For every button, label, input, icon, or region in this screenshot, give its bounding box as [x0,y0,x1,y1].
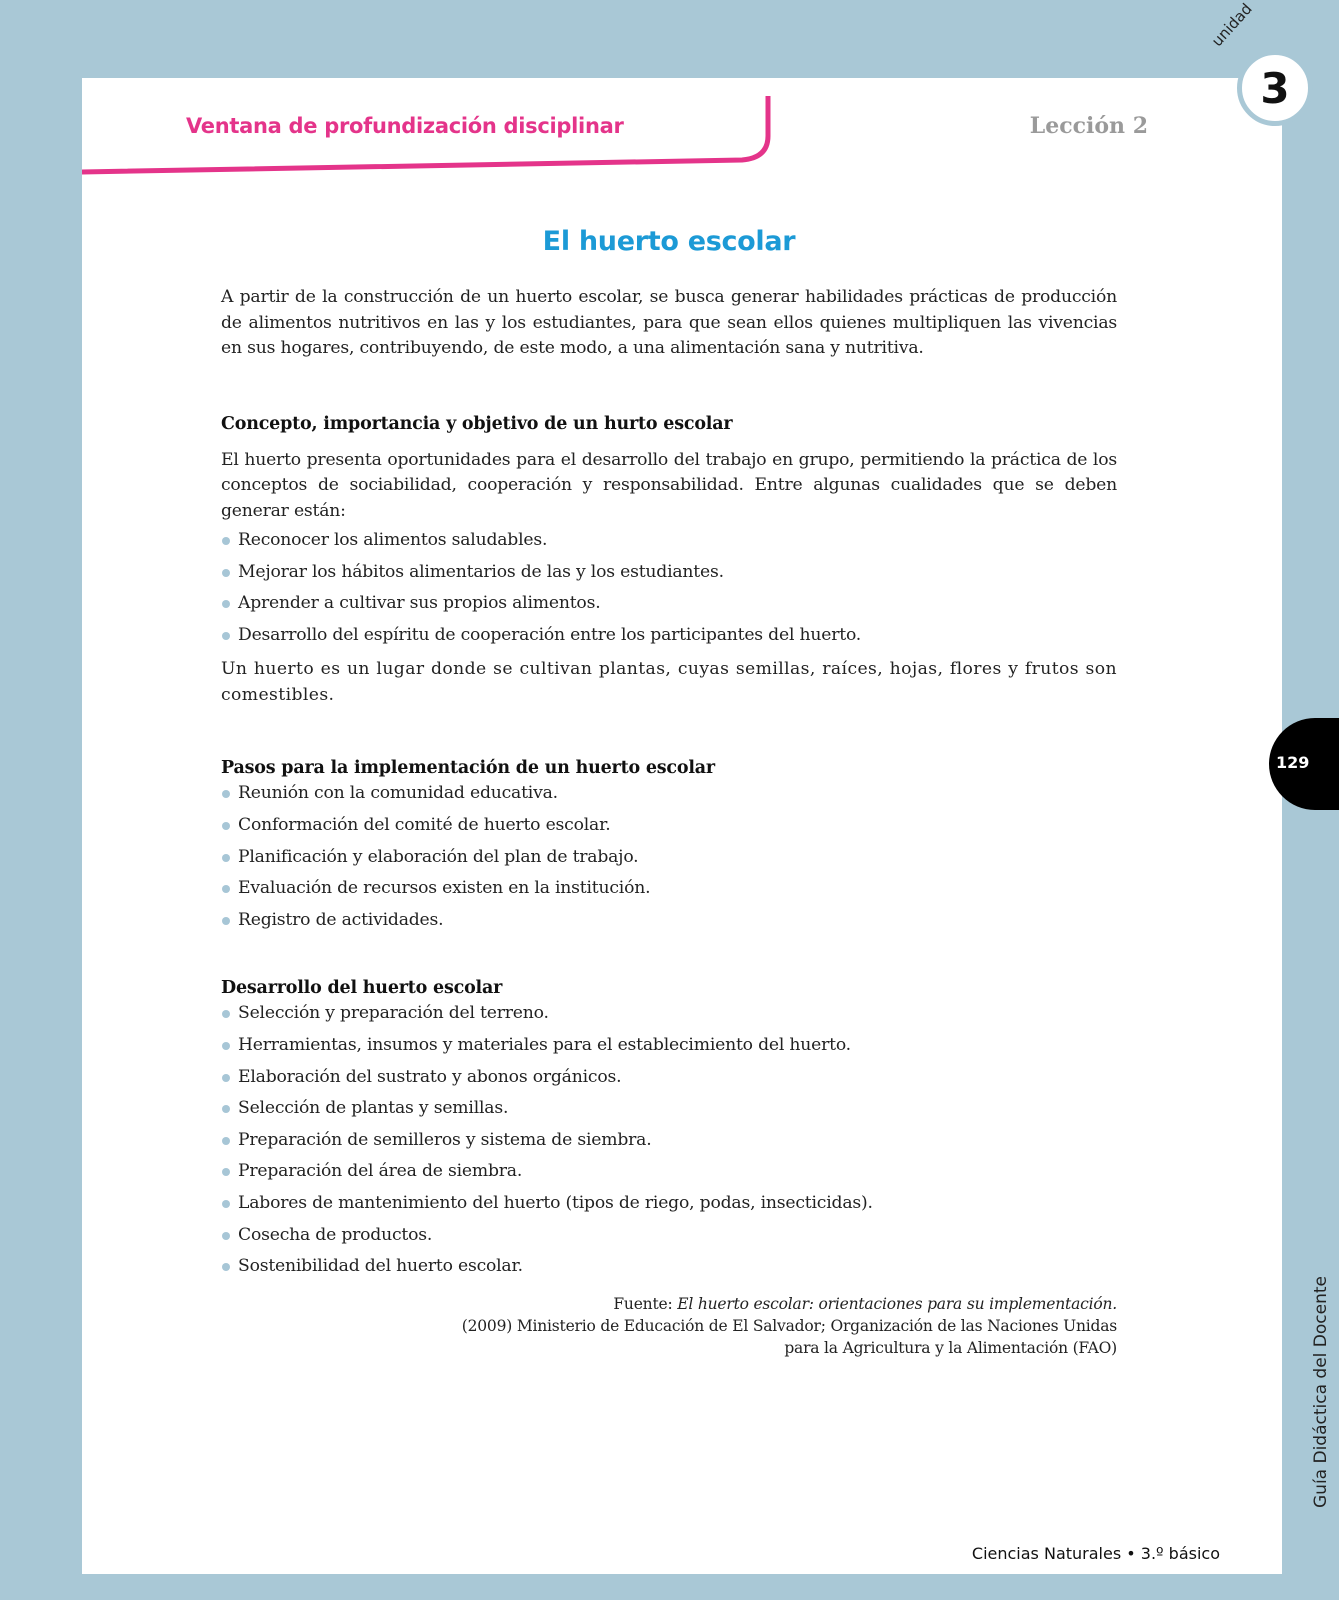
source-title: El huerto escolar: orientaciones para su implementación. [677,1294,1117,1313]
section2-heading: Pasos para la implementación de un huerto escolar [221,758,715,779]
list-item: Planificación y elaboración del plan de trabajo. [221,842,1117,874]
page-number: 129 [1276,753,1310,772]
document-title: El huerto escolar [542,226,796,257]
side-title: Guía Didáctica del Docente [1311,1276,1331,1508]
section1-paragraph: El huerto presenta oportunidades para el desarrollo del trabajo en grupo, permitiendo la práctica de los conceptos de sociabilidad, cooperación y responsabilidad. Entre algunas cualidades que se deben generar están: [221,449,1117,521]
intro-paragraph: A partir de la construcción de un huerto escolar, se busca generar habilidades prácticas de producción de alimentos nutritivos en las y los estudiantes, para que sean ellos quienes multipliquen las vivencias en sus hogares, contribuyendo, de este modo, a una alimentación sana y nutritiva. [221,287,1117,358]
unit-number: 3 [1260,63,1290,113]
list-item: Reunión con la comunidad educativa. [221,778,1117,810]
source-citation [221,1293,1117,1359]
section1-heading: Concepto, importancia y objetivo de un hurto escolar [221,413,733,434]
list-item: Mejorar los hábitos alimentarios de las y los estudiantes. [221,557,1117,589]
list-item: Evaluación de recursos existen en la institución. [221,873,1117,905]
content [221,226,1117,1359]
source-line3: para la Agricultura y la Alimentación (FAO) [784,1338,1117,1357]
list-item: Elaboración del sustrato y abonos orgánicos. [221,1062,1117,1094]
list-item: Desarrollo del espíritu de cooperación entre los participantes del huerto. [221,620,1117,652]
list-item: Registro de actividades. [221,905,1117,937]
list-item: Selección de plantas y semillas. [221,1093,1117,1125]
unit-badge [1237,50,1313,126]
list-item: Herramientas, insumos y materiales para el establecimiento del huerto. [221,1030,1117,1062]
list-item: Aprender a cultivar sus propios alimentos. [221,588,1117,620]
section-label: Ventana de profundización disciplinar [186,114,624,138]
list-item: Preparación de semilleros y sistema de siembra. [221,1125,1117,1157]
section2-list [221,778,1117,936]
list-item: Sostenibilidad del huerto escolar. [221,1251,1117,1283]
section1-list [221,525,1117,651]
list-item: Labores de mantenimiento del huerto (tipos de riego, podas, insecticidas). [221,1188,1117,1220]
list-item: Conformación del comité de huerto escolar. [221,810,1117,842]
unit-word: unidad [1208,0,1256,51]
section3-heading: Desarrollo del huerto escolar [221,978,503,999]
source-line2: (2009) Ministerio de Educación de El Salvador; Organización de las Naciones Unidas [461,1316,1117,1335]
list-item: Cosecha de productos. [221,1220,1117,1252]
source-prefix: Fuente: [613,1294,678,1313]
list-item: Reconocer los alimentos saludables. [221,525,1117,557]
section1-closing: Un huerto es un lugar donde se cultivan plantas, cuyas semillas, raíces, hojas, flores y frutos son comestibles. [221,659,1117,705]
list-item: Selección y preparación del terreno. [221,998,1117,1030]
footer-text: Ciencias Naturales • 3.º básico [971,1544,1220,1563]
lesson-label: Lección 2 [1029,113,1148,139]
list-item: Preparación del área de siembra. [221,1156,1117,1188]
section3-list [221,998,1117,1282]
